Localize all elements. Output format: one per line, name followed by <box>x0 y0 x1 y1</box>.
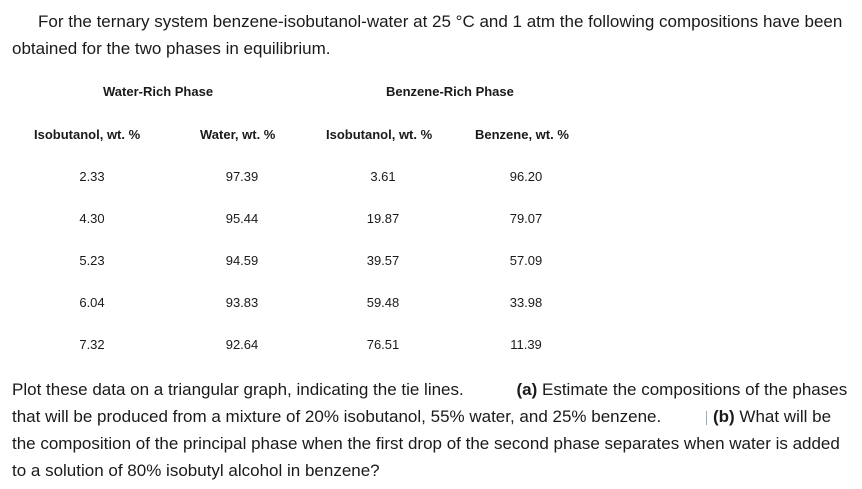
table-cell: 92.64 <box>225 337 259 352</box>
part-a-label: (a) <box>516 380 538 399</box>
column-header-isobutanol-benzene-phase: Isobutanol, wt. % <box>326 127 433 142</box>
table-cell: 93.83 <box>225 295 259 310</box>
part-a-text: Estimate the compositions of the phases that will be produced from a mixture of 20% isobutanol, 55% water, and 25% benzene. <box>12 380 848 426</box>
part-b-text: What will be the composition of the principal phase when the first drop of the second phase separates when water is added to a solution of 80% isobutyl alcohol in benzene? <box>12 407 840 480</box>
table-cell: 96.20 <box>509 169 543 184</box>
table-cell: 76.51 <box>366 337 400 352</box>
column-header-isobutanol-water-phase: Isobutanol, wt. % <box>34 127 141 142</box>
table-cell: 33.98 <box>509 295 543 310</box>
table-cell: 94.59 <box>225 253 259 268</box>
question-intro: Plot these data on a triangular graph, indicating the tie lines. <box>12 380 464 399</box>
table-cell: 97.39 <box>225 169 259 184</box>
column-header-benzene: Benzene, wt. % <box>475 127 569 142</box>
table-cell: 3.61 <box>370 169 396 184</box>
table-cell: 6.04 <box>79 295 105 310</box>
table-cell: 7.32 <box>79 337 105 352</box>
table-cell: 5.23 <box>79 253 105 268</box>
table-cell: 59.48 <box>366 295 400 310</box>
column-header-water: Water, wt. % <box>200 127 276 142</box>
text-cursor-marker <box>706 411 707 425</box>
group-header-water-rich: Water-Rich Phase <box>103 84 214 99</box>
question-paragraph <box>12 376 858 484</box>
group-header-benzene-rich: Benzene-Rich Phase <box>386 84 514 99</box>
table-cell: 79.07 <box>509 211 543 226</box>
table-cell: 57.09 <box>509 253 543 268</box>
part-b-label: (b) <box>712 407 735 426</box>
table-cell: 95.44 <box>225 211 259 226</box>
table-cell: 19.87 <box>366 211 400 226</box>
table-cell: 2.33 <box>79 169 105 184</box>
table-cell: 11.39 <box>510 337 542 352</box>
table-cell: 39.57 <box>366 253 400 268</box>
table-cell: 4.30 <box>79 211 105 226</box>
intro-paragraph: For the ternary system benzene-isobutanol-water at 25 °C and 1 atm the following compositions have been obtained for the two phases in equilibrium. <box>12 12 843 58</box>
